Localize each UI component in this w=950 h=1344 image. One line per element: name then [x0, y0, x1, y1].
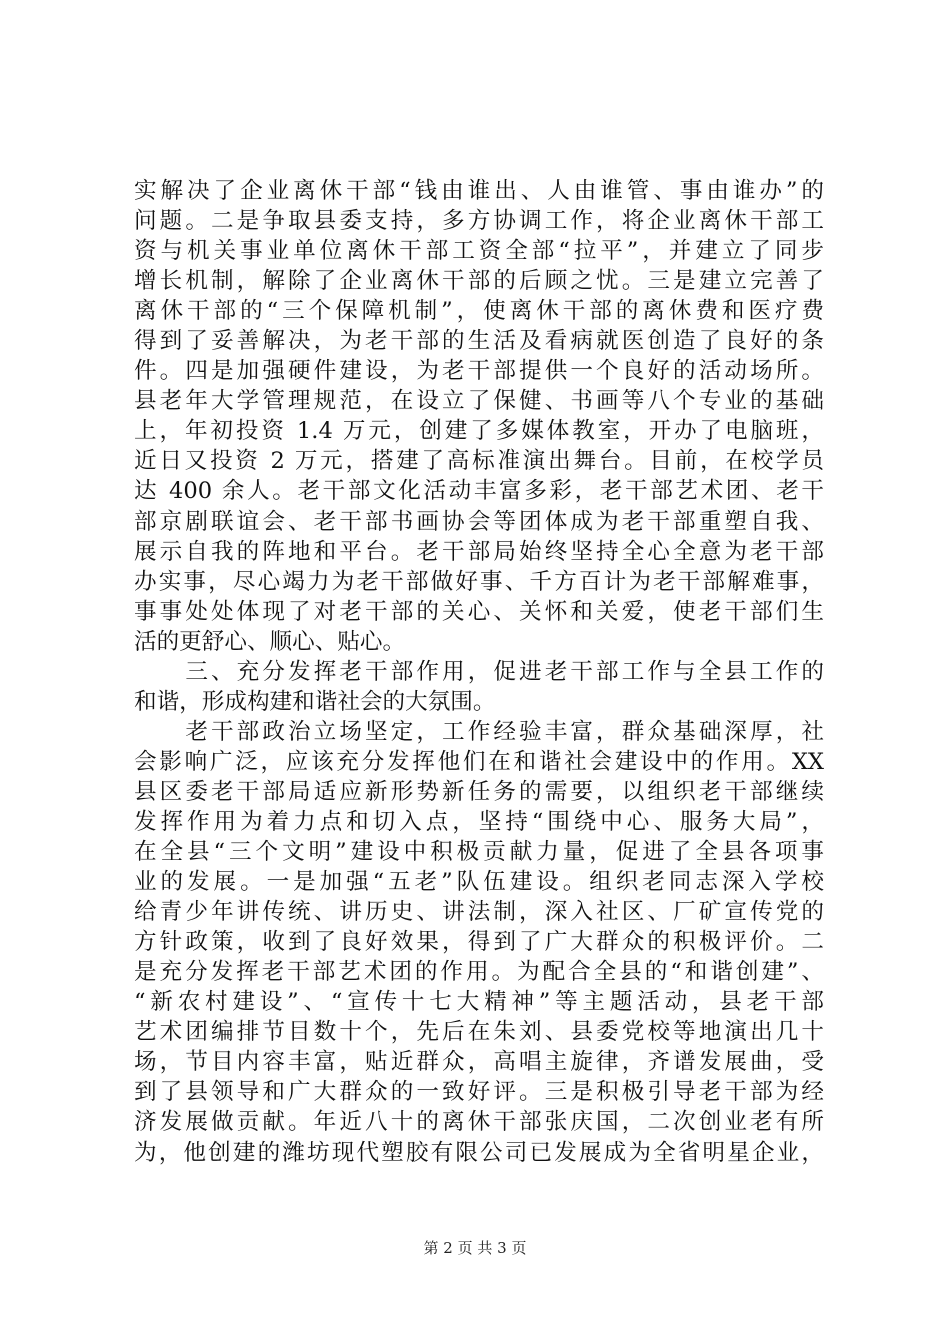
text-line: 县老年大学管理规范，在设立了保健、书画等八个专业的基础 — [134, 388, 824, 415]
text-line: 县区委老干部局适应新形势新任务的需要，以组织老干部继续 — [134, 778, 824, 805]
text-line: 问题。二是争取县委支持，多方协调工作，将企业离休干部工 — [134, 208, 824, 235]
body-text — [134, 176, 824, 1168]
text-line: 方针政策，收到了良好效果，得到了广大群众的积极评价。二 — [134, 929, 824, 956]
text-line: 上，年初投资 1.4 万元，创建了多媒体教室，开办了电脑班， — [134, 418, 824, 445]
text-line: 业的发展。一是加强“五老”队伍建设。组织老同志深入学校 — [134, 869, 824, 896]
text-line: 实解决了企业离休干部“钱由谁出、人由谁管、事由谁办”的 — [134, 178, 824, 204]
text-line: 事事处处体现了对老干部的关心、关怀和关爱，使老干部们生 — [134, 598, 824, 625]
text-line: 件。四是加强硬件建设，为老干部提供一个良好的活动场所。 — [134, 358, 824, 385]
text-line: 和谐，形成构建和谐社会的大氛围。 — [134, 688, 496, 715]
text-line: 场，节目内容丰富，贴近群众，高唱主旋律，齐谱发展曲，受 — [134, 1049, 824, 1076]
text-line: 达 400 余人。老干部文化活动丰富多彩，老干部艺术团、老干 — [134, 478, 824, 505]
text-line: 艺术团编排节目数十个，先后在朱刘、县委党校等地演出几十 — [134, 1019, 824, 1046]
text-line: 部京剧联谊会、老干部书画协会等团体成为老干部重塑自我、 — [134, 508, 824, 535]
text-line: 得到了妥善解决，为老干部的生活及看病就医创造了良好的条 — [134, 328, 824, 355]
text-line: 在全县“三个文明”建设中积极贡献力量，促进了全县各项事 — [134, 839, 824, 866]
text-line: 发挥作用为着力点和切入点，坚持“围绕中心、服务大局”， — [134, 808, 824, 835]
text-line: 是充分发挥老干部艺术团的作用。为配合全县的“和谐创建”、 — [134, 959, 824, 986]
text-line: 资与机关事业单位离休干部工资全部“拉平”，并建立了同步 — [134, 238, 824, 265]
text-line: 会影响广泛，应该充分发挥他们在和谐社会建设中的作用。XX — [134, 748, 824, 775]
text-line: 给青少年讲传统、讲历史、讲法制，深入社区、厂矿宣传党的 — [134, 899, 824, 926]
text-line: 近日又投资 2 万元，搭建了高标准演出舞台。目前，在校学员 — [134, 448, 824, 475]
page-footer: 第 2 页 共 3 页 — [423, 1239, 527, 1257]
text-line: 到了县领导和广大群众的一致好评。三是积极引导老干部为经 — [134, 1079, 824, 1106]
text-line: 活的更舒心、顺心、贴心。 — [134, 628, 406, 655]
text-line: 离休干部的“三个保障机制”，使离休干部的离休费和医疗费 — [134, 298, 824, 325]
text-line: 老干部政治立场坚定，工作经验丰富，群众基础深厚，社 — [134, 718, 824, 745]
text-line: 增长机制，解除了企业离休干部的后顾之忧。三是建立完善了 — [134, 268, 824, 295]
text-line: 展示自我的阵地和平台。老干部局始终坚持全心全意为老干部 — [134, 538, 824, 565]
text-line: “新农村建设”、“宣传十七大精神”等主题活动，县老干部 — [134, 989, 824, 1016]
text-line: 办实事，尽心竭力为老干部做好事、千方百计为老干部解难事， — [134, 568, 824, 595]
text-line: 济发展做贡献。年近八十的离休干部张庆国，二次创业老有所 — [134, 1109, 824, 1136]
text-line: 为，他创建的潍坊现代塑胶有限公司已发展成为全省明星企业， — [134, 1139, 824, 1166]
text-line: 三、充分发挥老干部作用，促进老干部工作与全县工作的 — [134, 658, 824, 685]
